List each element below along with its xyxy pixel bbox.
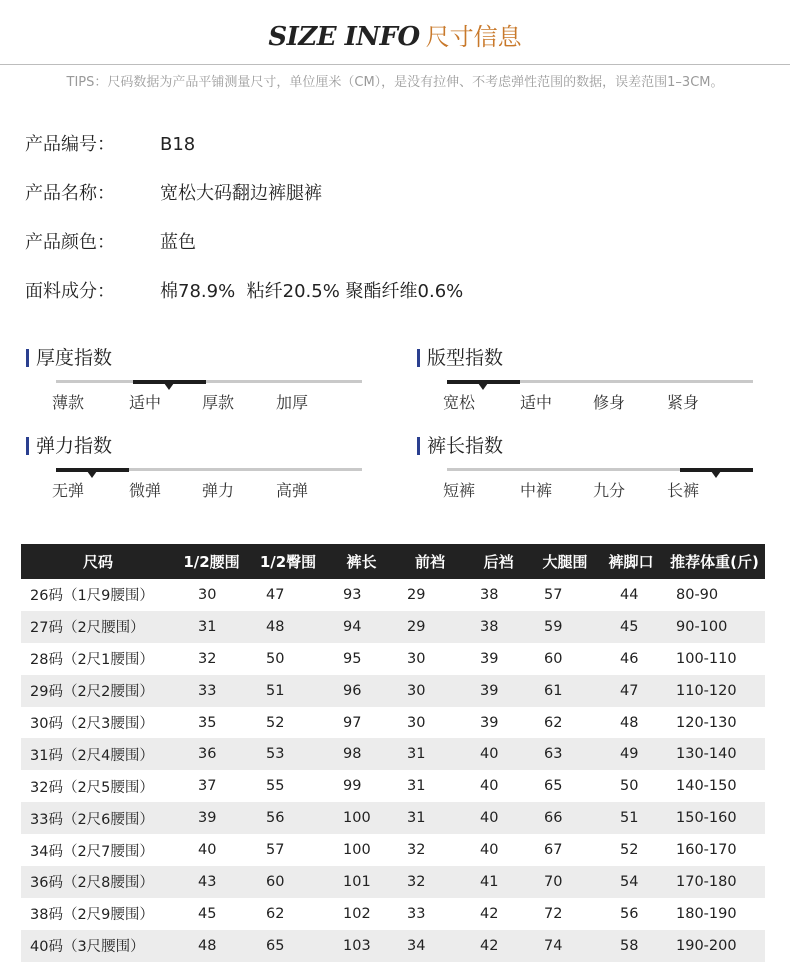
size-label-cell: 28码（2尺1腰围） — [30, 652, 154, 669]
thickness-option: 适中 — [128, 393, 161, 412]
size-label-cell: 32码（2尺5腰围） — [30, 779, 154, 796]
thickness-index-title: 厚度指数 — [26, 347, 112, 369]
fit-scale-track — [447, 380, 753, 383]
thickness-index — [26, 347, 346, 427]
table-cell: 57 — [544, 586, 563, 603]
table-cell: 43 — [175, 866, 248, 898]
table-row — [21, 898, 765, 930]
size-table-header-cell: 裤脚口 — [598, 544, 664, 579]
product-code-label: 产品编号： — [25, 134, 115, 155]
table-cell: 66 — [532, 802, 598, 834]
product-code-value: B18 — [160, 134, 196, 155]
table-cell: 130-140 — [664, 738, 765, 770]
table-cell: 50 — [620, 778, 639, 795]
table-cell: 46 — [620, 650, 639, 667]
table-row — [21, 675, 765, 707]
table-cell: 96 — [328, 675, 395, 707]
product-color-value: 蓝色 — [160, 232, 196, 253]
table-cell: 57 — [266, 842, 285, 859]
fit-option: 适中 — [519, 393, 552, 412]
table-cell: 59 — [532, 611, 598, 643]
size-table-header-cell: 1/2臀围 — [248, 544, 328, 579]
table-cell: 38 — [465, 611, 532, 643]
fit-index — [417, 347, 737, 427]
size-label-cell: 30码（2尺3腰围） — [30, 716, 154, 732]
table-cell: 110-120 — [664, 675, 765, 707]
length-option: 短裤 — [442, 481, 475, 500]
table-cell: 41 — [465, 866, 532, 898]
table-cell: 40 — [480, 842, 499, 859]
size-table-header-cell: 前裆 — [395, 544, 465, 579]
table-cell: 102 — [343, 905, 371, 922]
table-cell: 97 — [343, 714, 362, 731]
table-cell: 54 — [598, 866, 664, 898]
table-cell: 32 — [407, 842, 426, 859]
table-cell: 29 — [407, 586, 426, 603]
table-cell: 51 — [598, 802, 664, 834]
table-cell: 94 — [328, 611, 395, 643]
table-cell: 30 — [407, 650, 426, 667]
fit-selected-marker — [447, 380, 520, 384]
table-cell: 49 — [598, 738, 664, 770]
table-cell: 33 — [407, 905, 426, 922]
table-cell: 61 — [532, 675, 598, 707]
table-row — [21, 866, 765, 898]
table-cell: 48 — [175, 930, 248, 962]
table-cell: 190-200 — [664, 930, 765, 962]
table-cell: 47 — [598, 675, 664, 707]
table-cell: 98 — [328, 738, 395, 770]
size-label-cell: 40码（3尺腰围） — [21, 930, 175, 962]
table-cell: 180-190 — [676, 905, 737, 922]
title-chinese: 尺寸信息 — [425, 23, 522, 51]
size-label-cell: 34码（2尺7腰围） — [30, 843, 154, 860]
table-cell: 53 — [248, 738, 328, 770]
table-cell: 52 — [266, 714, 285, 731]
table-cell: 160-170 — [676, 842, 737, 859]
table-cell: 65 — [248, 930, 328, 962]
size-table-header-cell: 裤长 — [328, 544, 395, 579]
size-table-header-cell: 尺码 — [21, 544, 175, 579]
table-cell: 30 — [395, 675, 465, 707]
size-table-body — [21, 579, 765, 962]
fit-index-title: 版型指数 — [417, 347, 503, 369]
size-label-cell: 33码（2尺6腰围） — [21, 802, 175, 834]
table-cell: 32 — [395, 866, 465, 898]
size-table-header-cell: 后裆 — [465, 544, 532, 579]
table-cell: 100 — [343, 842, 371, 859]
product-name-value: 宽松大码翻边裤腿裤 — [160, 183, 322, 204]
table-cell: 30 — [407, 714, 426, 731]
length-option: 九分 — [592, 481, 625, 500]
title-english: SIZE INFO — [268, 22, 420, 52]
length-scale-track — [447, 468, 753, 471]
table-cell: 39 — [175, 802, 248, 834]
table-cell: 34 — [395, 930, 465, 962]
elasticity-selected-marker — [56, 468, 129, 472]
table-cell: 58 — [598, 930, 664, 962]
table-cell: 65 — [544, 778, 563, 795]
product-fabric-label: 面料成分： — [25, 281, 115, 302]
thickness-option: 薄款 — [51, 393, 84, 412]
elasticity-option: 弹力 — [201, 481, 234, 500]
table-cell: 48 — [620, 714, 639, 731]
thickness-option: 加厚 — [275, 393, 308, 412]
table-cell: 39 — [465, 675, 532, 707]
size-label-cell: 31码（2尺4腰围） — [21, 738, 175, 770]
length-selected-marker — [680, 468, 753, 472]
table-cell: 52 — [620, 842, 639, 859]
table-cell: 33 — [175, 675, 248, 707]
table-cell: 50 — [266, 650, 285, 667]
size-label-cell: 27码（2尺腰围） — [21, 611, 175, 643]
table-cell: 90-100 — [664, 611, 765, 643]
table-cell: 62 — [266, 905, 285, 922]
table-cell: 67 — [544, 842, 563, 859]
fit-option: 紧身 — [666, 393, 699, 412]
table-cell: 55 — [266, 778, 285, 795]
elasticity-index-title: 弹力指数 — [26, 435, 112, 457]
table-cell: 48 — [248, 611, 328, 643]
table-cell: 140-150 — [676, 778, 737, 795]
fit-option: 宽松 — [442, 393, 475, 412]
title-divider — [0, 64, 790, 65]
tips-note: TIPS：尺码数据为产品平铺测量尺寸，单位厘米（CM），是没有拉伸、不考虑弹性范围的数据，误差范围1–3CM。 — [66, 75, 724, 90]
table-row — [21, 802, 765, 834]
size-table-header-cell: 推荐体重(斤) — [664, 544, 765, 579]
table-cell: 31 — [395, 802, 465, 834]
size-table-header-cell: 1/2腰围 — [175, 544, 248, 579]
table-cell: 36 — [175, 738, 248, 770]
table-cell: 40 — [480, 778, 499, 795]
table-cell: 74 — [532, 930, 598, 962]
table-cell: 100-110 — [676, 650, 737, 667]
length-option: 长裤 — [666, 481, 699, 500]
table-cell: 37 — [198, 778, 217, 795]
elasticity-option: 微弹 — [128, 481, 161, 500]
elasticity-option: 无弹 — [51, 481, 84, 500]
size-table — [21, 544, 765, 962]
table-cell: 93 — [343, 586, 362, 603]
table-cell: 170-180 — [664, 866, 765, 898]
product-color-label: 产品颜色： — [25, 232, 115, 253]
table-cell: 70 — [532, 866, 598, 898]
thickness-option: 厚款 — [201, 393, 234, 412]
table-cell: 60 — [544, 650, 563, 667]
table-row — [21, 643, 765, 675]
table-cell: 39 — [480, 650, 499, 667]
table-cell: 39 — [480, 714, 499, 731]
elasticity-option: 高弹 — [275, 481, 308, 500]
fit-option: 修身 — [592, 393, 625, 412]
table-cell: 31 — [407, 778, 426, 795]
table-row — [21, 834, 765, 866]
table-cell: 45 — [198, 905, 217, 922]
table-cell: 30 — [198, 586, 217, 603]
table-cell: 40 — [465, 738, 532, 770]
table-cell: 56 — [620, 905, 639, 922]
length-option: 中裤 — [519, 481, 552, 500]
table-cell: 56 — [248, 802, 328, 834]
size-table-header-cell: 大腿围 — [532, 544, 598, 579]
table-cell: 40 — [198, 842, 217, 859]
table-cell: 29 — [395, 611, 465, 643]
table-cell: 31 — [395, 738, 465, 770]
product-fabric-value: 棉78.9% 粘纤20.5% 聚酯纤维0.6% — [160, 281, 464, 302]
table-cell: 72 — [544, 905, 563, 922]
table-cell: 32 — [198, 650, 217, 667]
table-cell: 31 — [175, 611, 248, 643]
table-cell: 42 — [480, 905, 499, 922]
length-index — [417, 435, 737, 515]
table-cell: 101 — [328, 866, 395, 898]
table-cell: 95 — [343, 650, 362, 667]
table-row — [21, 611, 765, 643]
table-cell: 40 — [465, 802, 532, 834]
table-cell: 51 — [248, 675, 328, 707]
table-row — [21, 930, 765, 962]
size-label-cell: 36码（2尺8腰围） — [21, 866, 175, 898]
table-cell: 42 — [465, 930, 532, 962]
table-cell: 103 — [328, 930, 395, 962]
table-row — [21, 579, 765, 611]
table-cell: 45 — [598, 611, 664, 643]
thickness-selected-marker — [133, 380, 206, 384]
table-cell: 44 — [620, 586, 639, 603]
table-cell: 80-90 — [676, 586, 719, 603]
length-index-title: 裤长指数 — [417, 435, 503, 457]
table-row — [21, 770, 765, 802]
table-cell: 63 — [532, 738, 598, 770]
table-cell: 35 — [198, 714, 217, 731]
table-cell: 47 — [266, 586, 285, 603]
table-cell: 60 — [248, 866, 328, 898]
size-label-cell: 38码（2尺9腰围） — [30, 907, 154, 924]
size-table-header-row — [21, 544, 765, 579]
product-name-label: 产品名称： — [25, 183, 115, 204]
table-cell: 38 — [480, 586, 499, 603]
page-title — [0, 20, 790, 54]
elasticity-index — [26, 435, 346, 515]
size-label-cell: 26码（1尺9腰围） — [30, 588, 154, 605]
table-cell: 150-160 — [664, 802, 765, 834]
table-cell: 120-130 — [676, 714, 737, 731]
elasticity-scale-track — [56, 468, 362, 471]
table-row — [21, 707, 765, 739]
table-cell: 100 — [328, 802, 395, 834]
thickness-scale-track — [56, 380, 362, 383]
table-cell: 99 — [343, 778, 362, 795]
size-label-cell: 29码（2尺2腰围） — [21, 675, 175, 707]
table-row — [21, 738, 765, 770]
table-cell: 62 — [544, 714, 563, 731]
